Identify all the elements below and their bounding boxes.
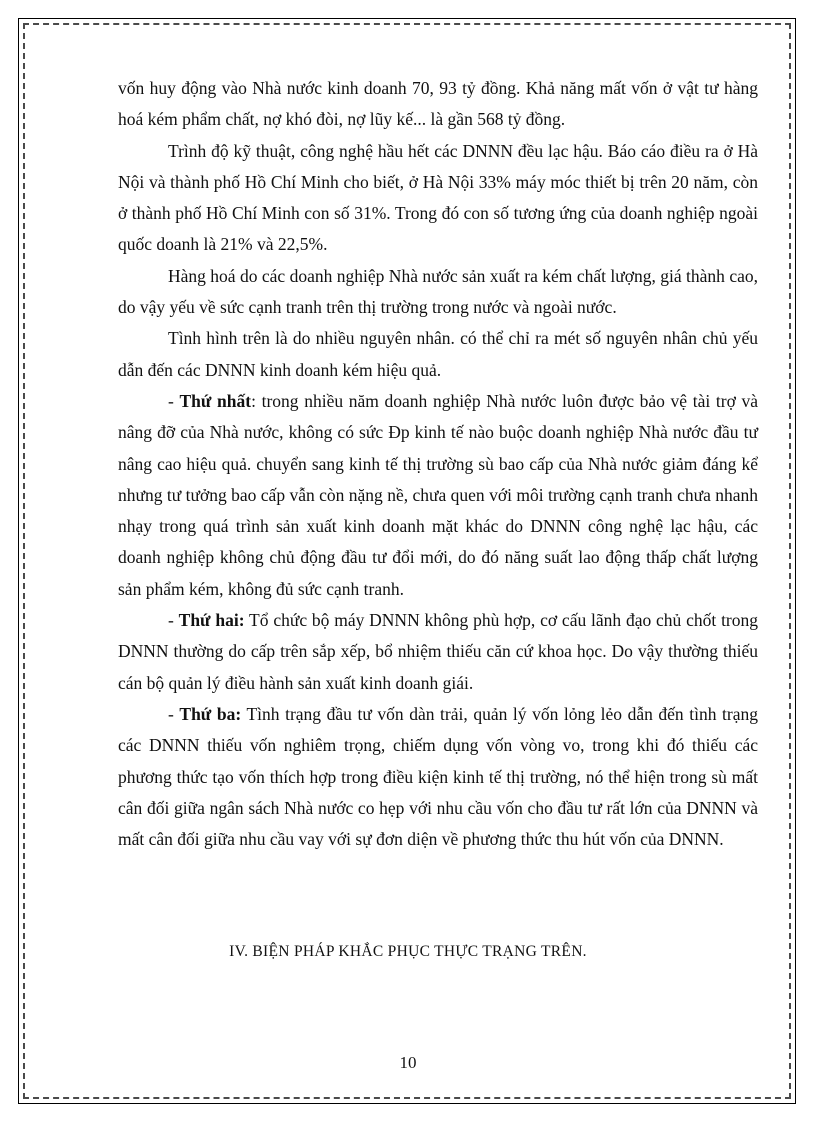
paragraph-4-text: Tình hình trên là do nhiều nguyên nhân. có thể chỉ ra mét số nguyên nhân chủ yếu dẫn đến các DNNN kinh doanh kém hiệu quả. <box>118 328 758 380</box>
paragraph-6-label: Thứ hai: <box>178 610 245 631</box>
section-heading: IV. BIỆN PHÁP KHẮC PHỤC THỰC TRẠNG TRÊN. <box>229 943 587 960</box>
paragraph-5 <box>118 386 758 605</box>
paragraph-7 <box>118 699 758 855</box>
paragraph-2-text: Trình độ kỹ thuật, công nghệ hầu hết các DNNN đều lạc hậu. Báo cáo điều ra ở Hà Nội và thành phố Hồ Chí Minh cho biết, ở Hà Nội 33% máy móc thiết bị trên 20 năm, còn ở thành phố Hồ Chí Minh con số 31%. Trong đó con số tương ứng của doanh nghiệp ngoài quốc doanh là 21% và 22,5%. <box>118 140 758 255</box>
paragraph-5-label: Thứ nhất <box>179 390 252 411</box>
paragraph-7-lead: - <box>168 703 180 724</box>
paragraph-1-text: vốn huy động vào Nhà nước kinh doanh 70, 93 tỷ đồng. Khả năng mất vốn ở vật tư hàng hoá kém phẩm chất, nợ khó đòi, nợ lũy kế... là gần 568 tỷ đồng. <box>118 78 758 130</box>
paragraph-5-text: : trong nhiều năm doanh nghiệp Nhà nước luôn được bảo vệ tài trợ và nâng đỡ của Nhà nước, không có sức Ðp kinh tế nào buộc doanh nghiệp Nhà nước đầu tư nâng cao hiệu quả. chuyển sang kinh tế thị trường sù bao cấp của Nhà nước giảm đáng kể nhưng tư tưởng bao cấp vẫn còn nặng nề, chưa quen với môi trường cạnh tranh chưa nhanh nhạy trong quá trình sản xuất kinh doanh mặt khác do DNNN công nghệ lạc hậu, các doanh nghiệp không chủ động đầu tư đổi mới, do đó năng suất lao động thấp chất lượng sản phẩm kém, không đủ sức cạnh tranh. <box>118 390 758 599</box>
paragraph-6-lead: - <box>168 610 179 631</box>
page-number: 10 <box>399 1053 417 1072</box>
paragraph-6 <box>118 605 758 699</box>
paragraph-7-text: Tình trạng đầu tư vốn dàn trải, quản lý vốn lỏng lẻo dẫn đến tình trạng các DNNN thiếu vốn nghiêm trọng, chiếm dụng vốn vòng vo, trong khi đó thiếu các phương thức tạo vốn thích hợp trong điều kiện kinh tế thị trường, nó thể hiện trong sù mất cân đối giữa ngân sách Nhà nước co hẹp với nhu cầu vốn cho đầu tư rất lớn của DNNN và mất cân đối giữa nhu cầu vay với sự đơn diện về phương thức thu hút vốn của DNNN. <box>118 703 759 850</box>
paragraph-5-lead: - <box>168 390 180 411</box>
paragraph-7-label: Thứ ba: <box>179 703 242 724</box>
paragraph-4 <box>118 323 758 386</box>
paragraph-1 <box>118 73 758 136</box>
body-text <box>118 73 758 855</box>
paragraph-3 <box>118 261 758 324</box>
paragraph-3-text: Hàng hoá do các doanh nghiệp Nhà nước sản xuất ra kém chất lượng, giá thành cao, do vậy yếu về sức cạnh tranh trên thị trường trong nước và ngoài nước. <box>118 265 758 318</box>
paragraph-6-text: Tổ chức bộ máy DNNN không phù hợp, cơ cấu lãnh đạo chủ chốt trong DNNN thường do cấp trên sắp xếp, bổ nhiệm thiếu căn cứ khoa học. Do vậy thường thiếu cán bộ quản lý điều hành sản xuất kinh doanh giái. <box>118 610 759 693</box>
paragraph-2 <box>118 136 758 261</box>
